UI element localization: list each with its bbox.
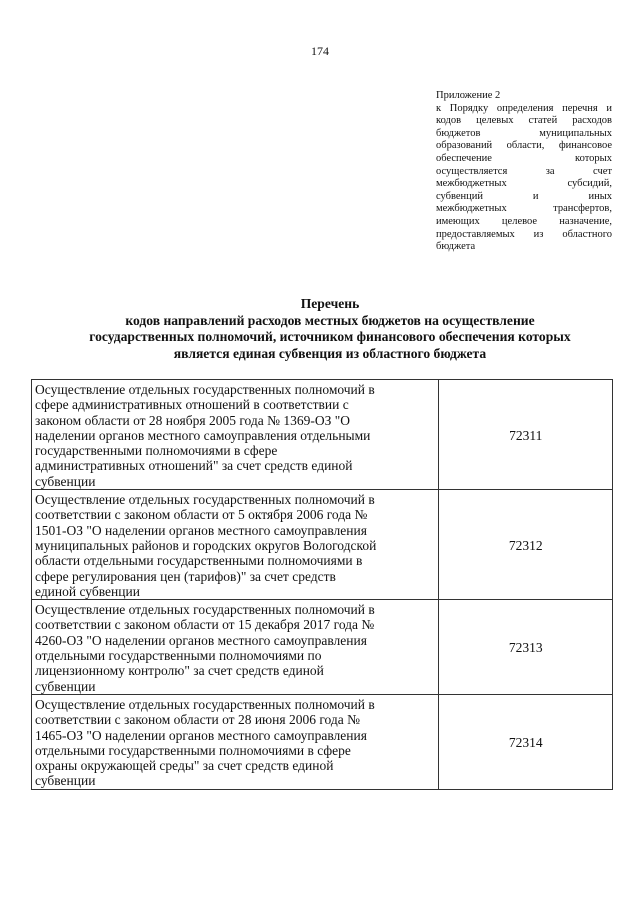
appendix-line: образований области, финансовое	[436, 140, 612, 152]
row-description	[32, 380, 439, 490]
appendix-line: бюджетов муниципальных	[436, 127, 612, 139]
description-line: Осуществление отдельных государственных полномочий в	[35, 382, 375, 397]
row-code: 72311	[439, 380, 613, 490]
description-line: наделении органов местного самоуправления отдельными	[35, 427, 371, 443]
description-line: 4260-ОЗ "О наделении органов местного самоуправления	[35, 632, 367, 648]
description-line: охраны окружающей среды" за счет средств единой	[35, 758, 334, 774]
table-row	[32, 490, 613, 600]
document-title	[40, 296, 620, 362]
description-line: соответствии с законом области от 15 декабря 2017 года №	[35, 617, 375, 633]
description-line: субвенции	[35, 678, 96, 694]
appendix-line: субвенций и иных	[436, 190, 612, 202]
description-line: лицензионному контролю" за счет средств единой	[35, 663, 324, 679]
row-code: 72313	[439, 600, 613, 695]
page-number: 174	[311, 44, 329, 58]
row-description	[32, 490, 439, 600]
description-line: единой субвенции	[35, 583, 140, 599]
appendix-line: межбюджетных субсидий,	[436, 178, 612, 190]
title-line: кодов направлений расходов местных бюджетов на осуществление	[125, 312, 535, 328]
description-line: сфере регулирования цен (тарифов)" за счет средств	[35, 568, 336, 584]
appendix-line: обеспечение которых	[436, 152, 612, 164]
appendix-line: предоставляемых из областного	[436, 228, 612, 240]
row-code: 72312	[439, 490, 613, 600]
description-line: сфере административных отношений в соответствии с	[35, 397, 349, 413]
description-line: Осуществление отдельных государственных полномочий в	[35, 602, 375, 618]
description-line: субвенции	[35, 473, 96, 489]
row-description	[32, 694, 439, 789]
description-line: 1501-ОЗ "О наделении органов местного самоуправления	[35, 522, 367, 538]
description-line: Осуществление отдельных государственных полномочий в	[35, 492, 375, 508]
description-line: административных отношений" за счет средств единой	[35, 458, 353, 474]
title-line: является единая субвенция из областного бюджета	[173, 345, 487, 361]
description-line: соответствии с законом области от 28 июня 2006 года №	[35, 712, 361, 728]
appendix-note	[436, 90, 612, 254]
title-heading: Перечень	[300, 296, 360, 311]
description-line: отдельными государственными полномочиями по	[35, 648, 322, 664]
appendix-line: бюджета	[436, 241, 476, 253]
table-row	[32, 694, 613, 789]
row-description	[32, 600, 439, 695]
description-line: субвенции	[35, 773, 96, 789]
description-line: 1465-ОЗ "О наделении органов местного самоуправления	[35, 727, 367, 743]
description-line: соответствии с законом области от 5 октября 2006 года №	[35, 507, 368, 523]
row-code: 72314	[439, 694, 613, 789]
description-line: области отдельными государственными полномочиями в	[35, 553, 363, 569]
appendix-line: кодов целевых статей расходов	[436, 115, 612, 127]
description-line: государственными полномочиями в сфере	[35, 443, 278, 459]
table-row	[32, 380, 613, 490]
title-line: государственных полномочий, источником финансового обеспечения которых	[89, 329, 571, 344]
appendix-line: к Порядку определения перечня и	[436, 102, 612, 114]
table-row	[32, 600, 613, 695]
description-line: законом области от 28 ноября 2005 года № 1369-ОЗ "О	[35, 412, 351, 428]
description-line: муниципальных районов и городских округов Вологодской	[35, 537, 377, 553]
description-line: отдельными государственными полномочиями в сфере	[35, 742, 351, 758]
codes-table	[31, 379, 613, 790]
appendix-line: имеющих целевое назначение,	[436, 215, 612, 227]
description-line: Осуществление отдельных государственных полномочий в	[35, 696, 375, 712]
appendix-line: межбюджетных трансфертов,	[436, 203, 612, 215]
appendix-line: Приложение 2	[436, 90, 501, 101]
appendix-line: осуществляется за счет	[436, 165, 612, 177]
